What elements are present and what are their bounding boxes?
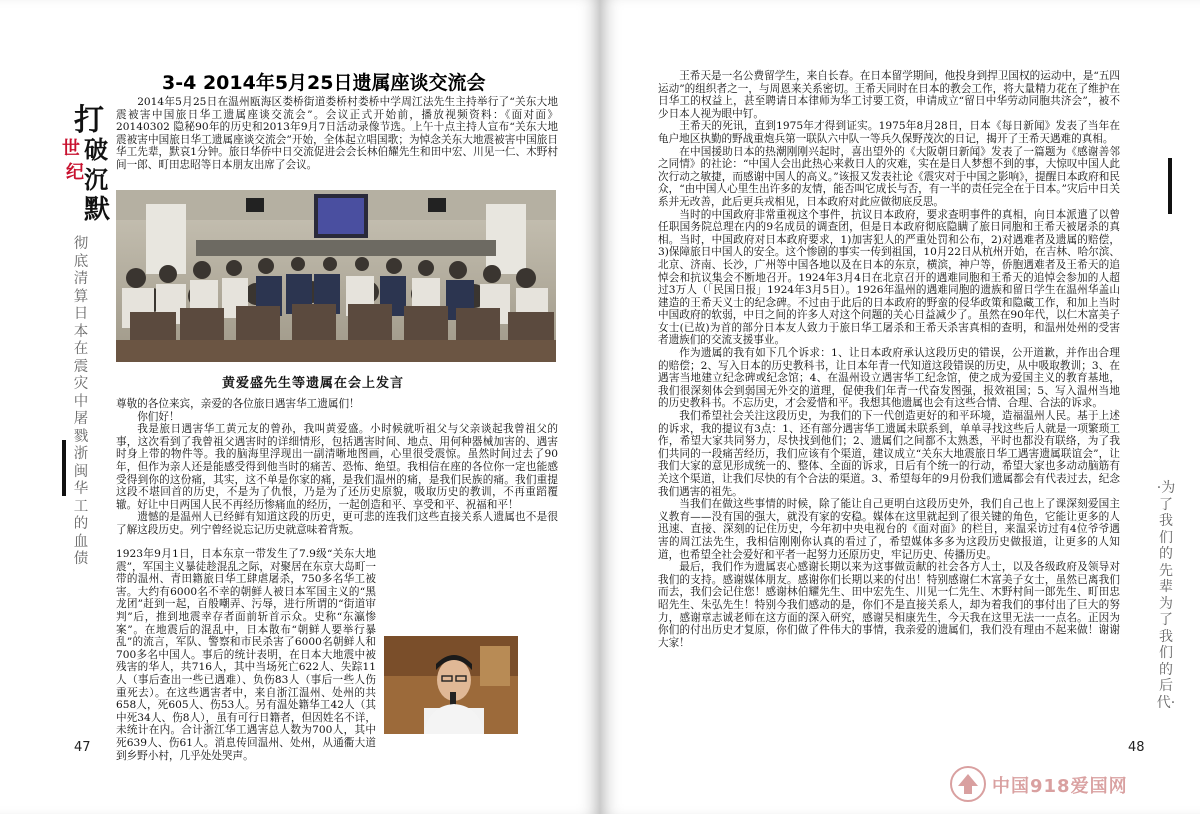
right-paragraph-8: 最后，我们作为遗属衷心感谢长期以来为这事做贡献的社会各方人士，以及各级政府及领导对我们的支持。感谢媒体朋友。感谢你们长期以来的付出！特别感谢仁木富美子女士，虽然已离我们而去，我们会记住您！感谢林伯耀先生、田中宏先生、川见一仁先生、木野村间一郎先生、町田忠昭先生、朱弘先生！特别今我们感动的是，你们不是直接关系人，却为着我们的事付出了巨大的努力，感谢章志诚老师在这方面的深入研究，感谢吴相康先生，今天我在这里无法一一点名。正因为你们的付出历史才复原，你们做了件伟大的事情，我亲爱的遗属们，我们没有理由不起来做！谢谢大家！ xyxy=(658,561,1120,649)
speech-hello: 你们好！ xyxy=(137,410,180,423)
right-paragraph-5: 作为遗属的我有如下几个诉求：1、让日本政府承认这段历史的错误，公开道歉，并作出合理的赔偿；2、写入日本的历史教科书，让日本年青一代知道这段错误的历史，从中吸取教训；3、在遇害当地建立纪念碑或纪念馆；4、在温州设立遇害华工纪念馆，使之成为爱国主义的教育基地，我们很深刻体会到弱国无外交的道理，促使我们年青一代奋发图强，报效祖国；5、写入温州当地的历史教科书。不忘历史，才会爱惜和平。我想其他遗属也会有这些合情、合理、合法的诉求。 xyxy=(658,347,1120,410)
speech-paragraph-1: 我是旅日遇害华工黄元友的曾孙，我叫黄爱盛。小时候就听祖父与父亲谈起我曾祖父的事，这次看到了我曾祖父遇害时的详细情形，包括遇害时间、地点、用何种器械加害的、遇害时身上带的物件等。我的脑海里浮现出一副清晰地图画，心里很受震惊。虽然时间过去了90年，但作为亲人还是能感受得到他当时的痛苦、恐怖、绝望。我相信在座的各位你一定也能感受得到你的这份痛，其实，这不单是你家的痛，是我们温州的痛，是我们民族的痛。我们重提这段不堪回首的历史，不是为了仇恨，乃是为了还历史原貌，吸取历史的教训，不再重蹈覆辙。好让中日两国人民不再经历惨痛血的经历，一起创造和平、享受和平、祝福和平！ xyxy=(116,423,558,511)
speech-paragraph-3: 1923年9月1日，日本东京一带发生了7.9级“关东大地震”，军国主义暴徒趁混乱之际，对聚居在东京大岛町一带的温州、青田籍旅日华工肆虐屠杀，750多名华工被害。大约有6000名不幸的朝鲜人被日本军国主义的“黑龙团”赶到一起，百般嘲弄、污辱，进行所谓的“街道审判”后，推到地震幸存者面前斩首示众。史称“东瀛惨案”。在地震后的混乱中，日本散布“朝鲜人要举行暴乱”的流言，军队、警察和市民杀害了6000名朝鲜人和700多名中国人。事后的统计表明，在日本大地震中被残害的华人，共716人，其中当场死亡622人、失踪11人（事后查出一些已遇难）、负伤83人（事后一些人伤重死去）。在这些遇害者中，来自浙江温州、处州的共658人，死605人、伤53人。另有温处籍华工42人（其中死34人、伤8人），虽有可行日籍者，但因姓名不详，未统计在内。合计浙江华工遇害总人数为700人，其中死639人、伤61人。消息传回温州、处州，从通衢大道到乡野小村，几乎处处哭声。 xyxy=(116,548,376,762)
speaker-photo xyxy=(384,636,518,734)
speech-paragraph-2: 遗憾的是温州人已经鲜有知道这段的历史，更可悲的连我们这些直接关系人遗属也不是很了解这段历史。列宁曾经说忘记历史就意味着背叛。 xyxy=(116,511,558,536)
right-paragraph-6: 我们希望社会关注这段历史，为我们的下一代创造更好的和平环境，造福温州人民。基于上述的诉求，我的提议有3点：1、还有部分遇害华工遗属未联系到，单单寻找这些后人就是一项繁琐工作，希望大家共同努力，尽快找到他们；2、遗属们之间都不太熟悉，平时也都没有联络，为了我们共同的一段痛苦经历，我们应该有个渠道，建议成立“关东大地震旅日华工遇害遗属联谊会”，让我们大家的意见形成统一的、整体、全面的诉求，日后有个统一的行动，希望大家也多动动脑筋有关这个渠道，让我们尽快的有个合法的渠道。3、希望每年的9月份我们遗属都会有代表过去，纪念我们遇害的祖先。 xyxy=(658,410,1120,498)
book-logo xyxy=(62,92,116,228)
right-paragraph-3: 在中国援助日本的热潮刚刚兴起时，喜出望外的《大阪朝日新闻》发表了一篇题为《感谢善邻之同情》的社论：“中国人会出此热心来救日人的灾难，实在是日人梦想不到的事，大惊叹中国人此次行动之敏捷，而感谢中国人的高义。”该报又发表社论《震灾对于中国之影响》，提醒日本政府和民众，“由中国人心里生出许多的友情，能否叫它成长与否，有一半的责任完全在于日本。”灾后中日关系并无改善，此后更兵戎相见，日本政府对此应做彻底反思。 xyxy=(658,145,1120,208)
right-page xyxy=(600,0,1200,814)
right-paragraph-7: 当我们在做这些事情的时候，除了能让自己更明白这段历史外，我们自己也上了课深刻爱国主义教育——没有国的强大，就没有家的安稳。媒体在这里就起到了很关键的角色，它能让更多的人迅速、直接、深刻的记住历史，今年初中央电视台的《面对面》的栏目，来温采访过有4位爷爷遇害的周江法先生，我相信刚刚你认真的看过了，希望媒体多多为这段历史做报道，让更多的人知道，也希望全社会爱好和平者一起努力还原历史，牢记历史、传播历史。 xyxy=(658,498,1120,561)
speech-greeting: 尊敬的各位来宾，亲爱的各位旅日遇害华工遗属们！ xyxy=(116,398,360,410)
side-vertical-motto: ·为了我们的先辈 为了我们的后代· xyxy=(1156,480,1176,711)
page-title: 3-4 2014年5月25日遗属座谈交流会 xyxy=(162,72,486,94)
page-number-right: 48 xyxy=(1128,740,1145,755)
site-watermark xyxy=(948,764,1186,804)
svg-text:世: 世 xyxy=(62,138,80,159)
page-edge-tab xyxy=(62,440,66,496)
right-paragraph-2: 王希天的死讯，直到1975年才得到证实。1975年8月28日，日本《每日新闻》发表了当年在龟户地区执勤的野战重炮兵第一联队六中队一等兵久保野茂次的日记，揭开了王希天遇难的真相。 xyxy=(658,120,1120,145)
svg-text:沉: 沉 xyxy=(84,165,108,194)
intro-paragraph: 2014年5月25日在温州瓯海区娄桥街道娄桥村娄桥中学周江法先生主持举行了“关东大地震被害中国旅日华工遗属座谈交流会”。会议正式开始前，播放视频资料：《面对面》20140302 隐秘90年的历史和2013年9月7日活动录像节选。上午十点主持人宣布“关东大地震被害中国旅日华工遗属座谈交流会”开始，全体起立唱国歌；为悼念关东大地震被害中国旅日华工先辈，默哀1分钟。旅日华侨中日交流促进会会长林伯耀先生和田中宏、川见一仁、木野村间一郎、町田忠昭等日本朋友出席了会议。 xyxy=(116,96,558,171)
speech-text xyxy=(116,398,558,537)
right-paragraph-1: 王希天是一名公费留学生，来自长春。在日本留学期间，他投身到捍卫国权的运动中，是“五四运动”的组织者之一，与周恩来关系密切。王希天同时在日本的教会工作，将大量精力花在了维护在日华工的权益上，甚至聘请日本律师为华工讨要工资，申请成立“留日中华劳动同胞共济会”，被不少日本人视为眼中钉。 xyxy=(658,70,1120,120)
right-body-text xyxy=(658,70,1120,649)
meeting-hall-image-icon xyxy=(116,190,556,362)
calligraphy-logo-icon xyxy=(62,92,116,228)
speaker-portrait-icon xyxy=(384,636,518,734)
svg-text:默: 默 xyxy=(84,195,111,225)
right-paragraph-4: 当时的中国政府非常重视这个事件，抗议日本政府，要求查明事件的真相，向日本派遣了以曾任职国务院总理在内的9名成员的调查团，但是日本政府彻底隐瞒了旅日同胞和王希天被屠杀的真相。当时，中国政府对日本政府要求，1)加害犯人的严重处罚和公布，2)对遇难者及遗属的赔偿，3)保障旅日中国人的安全。这个惨剧的事实一传到祖国，10月22日从杭州开始，在吉林、哈尔滨、北京、济南、长沙，广州等中国各地以及在日本的东京，横滨，神户等，侨胞遇难者及王希天的追悼会和抗议集会不断地召开。1924年3月4日在北京召开的遇难同胞和王希天的追悼会参加的人超过3万人（「民国日报」1924年3月5日）。1926年温州的遇难同胞的遗族和留日学生在温州华盖山建造的王希天义士的纪念碑。不过由于此后的日本政府的野蛮的侵华政策和隐藏工作，和加上当时中国政府的软弱，中日之间的许多人对这个问题的关心日益减少了。虽然在90年代，以仁木富美子女士(已故)为首的部分日本友人致力于旅日华工屠杀和王希天杀害真相的查明，和温州处州的受害者遗族们的交流支援事业。 xyxy=(658,208,1120,347)
photo-caption: 黄爱盛先生等遗属在会上发言 xyxy=(222,376,405,391)
svg-text:纪: 纪 xyxy=(66,162,84,183)
svg-text:打: 打 xyxy=(74,103,104,138)
page-edge-tab-right xyxy=(1168,158,1172,214)
svg-text:破: 破 xyxy=(84,135,108,164)
page-number-left: 47 xyxy=(74,740,91,755)
meeting-photo xyxy=(116,190,556,362)
side-vertical-slogan: 彻底清算日本在震灾中屠戮浙闽华工的血债 xyxy=(73,236,89,567)
watermark-text: 中国918爱国网 xyxy=(992,776,1128,797)
